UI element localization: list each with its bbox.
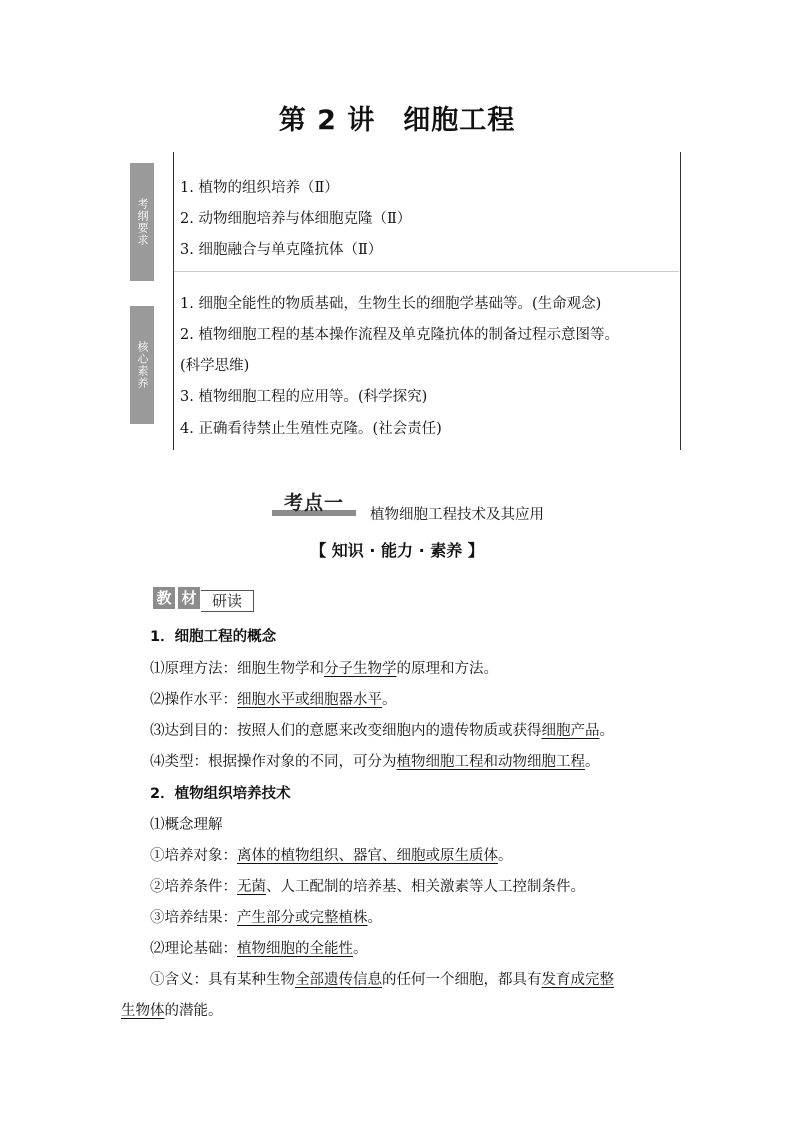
box-left-border [173, 152, 174, 450]
jiaocai-char-cai: 材 [178, 587, 200, 609]
text: ⑴原理方法：细胞生物学和 [150, 661, 324, 677]
literacy-item: 3. 植物细胞工程的应用等。(科学探究) [180, 389, 428, 405]
page-title: 第 2 讲 细胞工程 [278, 105, 516, 136]
text: ①培养对象： [150, 848, 237, 864]
kaodian-badge-label: 考点一 [283, 492, 344, 514]
text: 、人工配制的培养基、相关激素等人工控制条件。 [266, 879, 585, 895]
paragraph [150, 877, 585, 897]
underlined-answer: 生物体 [121, 1003, 165, 1019]
text: 。 [599, 723, 614, 739]
literacy-item: (科学思维) [180, 358, 250, 374]
paragraph [150, 721, 614, 741]
kaodian-badge [272, 488, 356, 518]
heading-concept: 1．细胞工程的概念 [150, 629, 277, 645]
underlined-answer: 发育成完整 [541, 972, 614, 988]
literacy-item: 4. 正确看待禁止生殖性克隆。(社会责任) [180, 421, 442, 437]
text: ⑷类型：根据操作对象的不同，可分为 [150, 754, 397, 770]
tab-requirements: 考纲要求 [130, 163, 154, 281]
paragraph [150, 970, 614, 990]
requirement-item: 3. 细胞融合与单克隆抗体（Ⅱ） [180, 242, 383, 258]
text: 。 [353, 941, 368, 957]
jiaocai-char-jiao: 教 [153, 587, 175, 609]
underlined-answer: 植物细胞的全能性 [237, 941, 353, 957]
section-header: 【 知识 · 能力 · 素养 】 [310, 541, 484, 560]
paragraph [150, 752, 600, 772]
subheading: ⑴概念理解 [150, 817, 223, 833]
text: 。 [367, 910, 382, 926]
requirement-item: 1. 植物的组织培养（Ⅱ） [180, 180, 339, 196]
tab-literacy: 核心素养 [130, 306, 154, 424]
text: 的原理和方法。 [396, 661, 498, 677]
box-divider [174, 271, 679, 272]
underlined-answer: 细胞水平或细胞器水平 [237, 692, 382, 708]
underlined-answer: 植物细胞工程和动物细胞工程 [396, 754, 585, 770]
underlined-answer: 全部遗传信息 [295, 972, 382, 988]
paragraph [150, 939, 368, 959]
text: ⑵理论基础： [150, 941, 237, 957]
paragraph [150, 659, 498, 679]
text: ①含义：具有某种生物 [150, 972, 295, 988]
underlined-answer: 产生部分或完整植株 [237, 910, 368, 926]
jiaocai-yandu: 研读 [201, 590, 254, 612]
literacy-item: 1. 细胞全能性的物质基础，生物生长的细胞学基础等。(生命观念) [180, 296, 602, 312]
text: 。 [585, 754, 600, 770]
underlined-answer: 无菌 [237, 879, 266, 895]
text: ③培养结果： [150, 910, 237, 926]
paragraph [150, 690, 397, 710]
text: 。 [498, 848, 513, 864]
paragraph [150, 846, 513, 866]
box-right-border [680, 152, 681, 450]
underlined-answer: 离体的植物组织、器官、细胞或原生质体 [237, 848, 498, 864]
text: ⑶达到目的：按照人们的意愿来改变细胞内的遗传物质或获得 [150, 723, 542, 739]
paragraph [150, 908, 382, 928]
requirement-item: 2. 动物细胞培养与体细胞克隆（Ⅱ） [180, 211, 412, 227]
text: ②培养条件： [150, 879, 237, 895]
text: 的潜能。 [164, 1003, 223, 1019]
underlined-answer: 分子生物学 [324, 661, 397, 677]
paragraph [121, 1001, 223, 1021]
underlined-answer: 细胞产品 [541, 723, 600, 739]
literacy-item: 2. 植物细胞工程的基本操作流程及单克隆抗体的制备过程示意图等。 [180, 327, 619, 343]
text: 。 [382, 692, 397, 708]
text: 的任何一个细胞，都具有 [382, 972, 542, 988]
text: ⑵操作水平： [150, 692, 237, 708]
heading-tissue-culture: 2．植物组织培养技术 [150, 786, 291, 802]
kaodian-title: 植物细胞工程技术及其应用 [370, 507, 544, 523]
